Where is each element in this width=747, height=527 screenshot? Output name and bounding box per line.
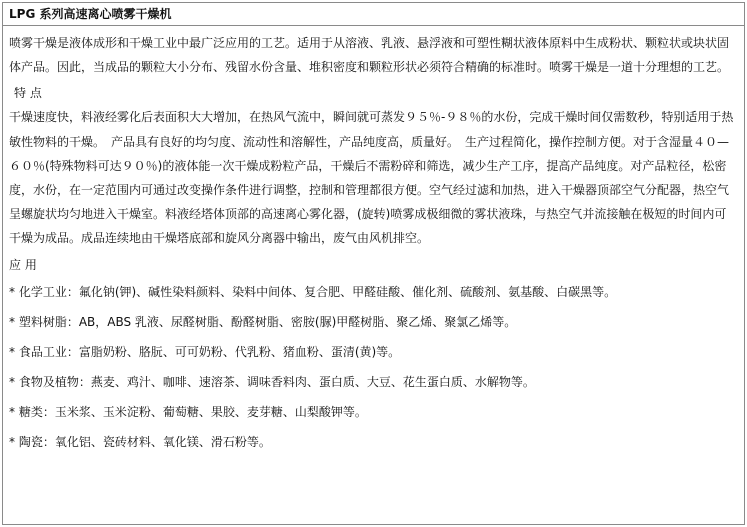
features-heading: 特 点 xyxy=(14,86,42,101)
application-item-food: * 食品工业：富脂奶粉、胳朊、可可奶粉、代乳粉、猪血粉、蛋清(黄)等。 xyxy=(9,344,401,359)
application-item-chemical: * 化学工业：氟化钠(钾)、碱性染料颜料、染料中间体、复合肥、甲醛硅酸、催化剂、硫酸剂、氨基酸、白碳黑等。 xyxy=(9,284,617,299)
application-item-plastics: * 塑料树脂：AB，ABS 乳液、尿醛树脂、酚醛树脂、密胺(脲)甲醛树脂、聚乙烯、聚氯乙烯等。 xyxy=(9,314,517,329)
spec-table xyxy=(2,2,745,525)
applications-list xyxy=(9,277,738,457)
application-item-plants: * 食物及植物：燕麦、鸡汁、咖啡、速溶茶、调味香料肉、蛋白质、大豆、花生蛋白质、水解物等。 xyxy=(9,374,535,389)
applications-heading: 应 用 xyxy=(9,257,37,272)
table-body xyxy=(3,26,744,457)
application-item-ceramics: * 陶瓷：氧化铝、瓷砖材料、氧化镁、滑石粉等。 xyxy=(9,434,271,449)
application-item-sugars: * 糖类：玉米浆、玉米淀粉、葡萄糖、果胶、麦芽糖、山梨酸钾等。 xyxy=(9,404,367,419)
features-paragraph: 干燥速度快，料液经雾化后表面积大大增加，在热风气流中，瞬间就可蒸发９５％-９８％的水份，完成干燥时间仅需数秒，特别适用于热敏性物料的干燥。 产品具有良好的均匀度、流动性和溶解性，产品纯度高，质量好。 生产过程简化，操作控制方便。对于含湿量４０—６０％(特殊物料可达９０％)的液体能一次干燥成粉粒产品，干燥后不需粉碎和筛选，减少生产工序，提高产品纯度。对产品粒径，松密度，水份，在一定范围内可通过改变操作条件进行调整，控制和管理都很方便。空气经过滤和加热，进入干燥器顶部空气分配器，热空气呈螺旋状均匀地进入干燥室。料液经塔体顶部的高速离心雾化器，(旋转)喷雾成极细微的雾状液珠，与热空气并流接触在极短的时间内可干燥为成品。成品连续地由干燥塔底部和旋风分离器中输出，废气由风机排空。 xyxy=(9,110,734,246)
intro-paragraph: 喷雾干燥是液体成形和干燥工业中最广泛应用的工艺。适用于从溶液、乳液、悬浮液和可塑性糊状液体原料中生成粉状、颗粒状或块状固体产品。因此，当成品的颗粒大小分布、残留水份含量、堆积密度和颗粒形状必须符合精确的标准时。喷雾干燥是一道十分理想的工艺。 xyxy=(9,36,730,75)
table-title: LPG 系列高速离心喷雾干燥机 xyxy=(3,3,744,26)
